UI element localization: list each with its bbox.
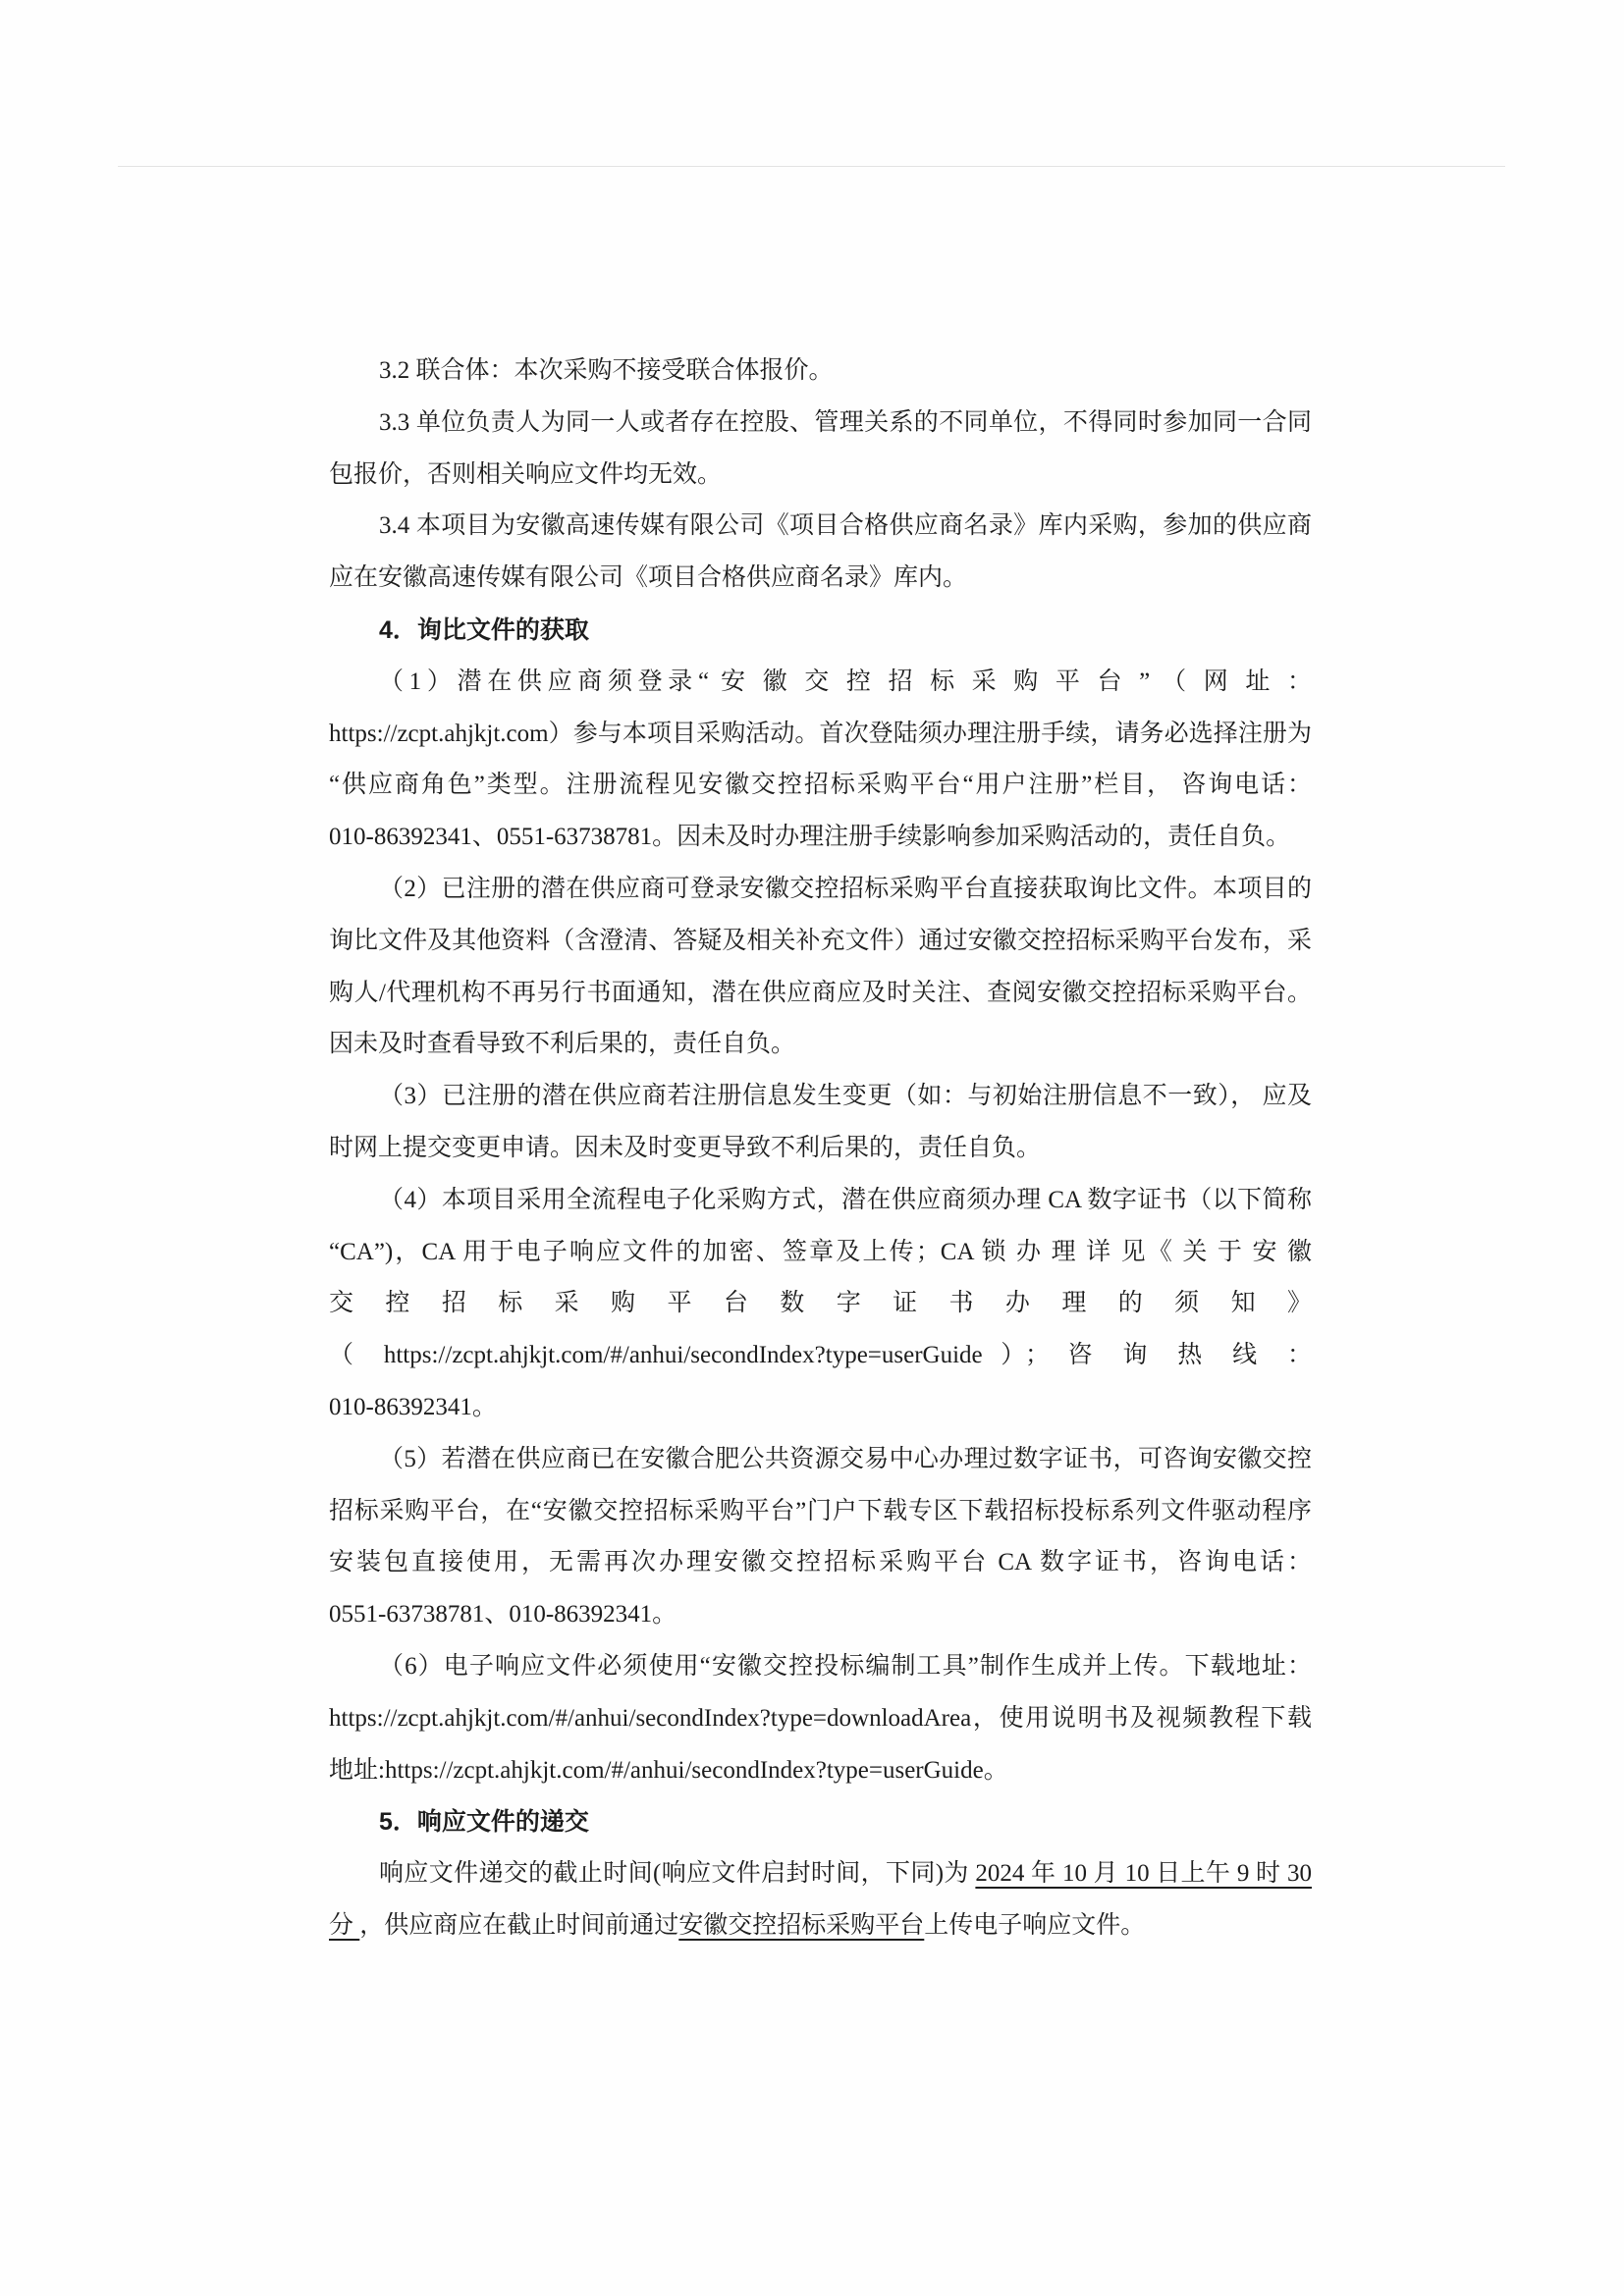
text-line: 3.4 本项目为安徽高速传媒有限公司《项目合格供应商名录》库内采购，参加的供应商 (379, 512, 1312, 540)
deadline-datetime: 2024 年 10 月 10 日上午 9 时 30 (975, 1860, 1312, 1888)
text-line: 安装包直接使用，无需再次办理安徽交控招标采购平台 CA 数字证书，咨询电话： (329, 1549, 1312, 1576)
item-4-paragraph (329, 1175, 1312, 1434)
text-line: 010-86392341、0551-63738781。因未及时办理注册手续影响参加采购活动的，责任自负。 (329, 824, 1291, 851)
deadline-mid-text: ，供应商应在截止时间前通过 (359, 1911, 679, 1939)
item-6-paragraph (329, 1641, 1312, 1796)
text-line: （6）电子响应文件必须使用“安徽交控投标编制工具”制作生成并上传。下载地址： (379, 1652, 1312, 1680)
text-line: 交 控 招 标 采 购 平 台 数 字 证 书 办 理 的 须 知 》 (329, 1290, 1312, 1317)
text-line: 3.3 单位负责人为同一人或者存在控股、管理关系的不同单位，不得同时参加同一合同 (379, 408, 1312, 436)
text-line: 招标采购平台，在“安徽交控招标采购平台”门户下载专区下载招标投标系列文件驱动程序 (329, 1497, 1312, 1524)
text-line: （4）本项目采用全流程电子化采购方式，潜在供应商须办理 CA 数字证书（以下简称 (379, 1186, 1312, 1213)
text-line (329, 1900, 1312, 1952)
text-line: （1）潜在供应商须登录“ 安 徽 交 控 招 标 采 购 平 台 ” （ 网 址 ： (379, 667, 1312, 695)
item-5-paragraph (329, 1434, 1312, 1641)
text-line: 因未及时查看导致不利后果的，责任自负。 (329, 1031, 796, 1058)
deadline-paragraph (329, 1848, 1312, 1952)
item-1-paragraph (329, 657, 1312, 864)
text-line: 询比文件及其他资料（含澄清、答疑及相关补充文件）通过安徽交控招标采购平台发布，采 (329, 927, 1312, 954)
text-line: （5）若潜在供应商已在安徽合肥公共资源交易中心办理过数字证书，可咨询安徽交控 (379, 1445, 1312, 1472)
text-line: 0551-63738781、010-86392341。 (329, 1601, 677, 1629)
deadline-intro-text: 响应文件递交的截止时间(响应文件启封时间，下同)为 (379, 1860, 976, 1888)
item-3-paragraph (329, 1071, 1312, 1175)
text-line: （ https://zcpt.ahjkjt.com/#/anhui/secondIndex?type=userGuide ）； 咨 询 热 线 ： (329, 1342, 1312, 1369)
text-line: https://zcpt.ahjkjt.com/#/anhui/secondIndex?type=downloadArea，使用说明书及视频教程下载 (329, 1704, 1312, 1732)
header-rule (118, 166, 1505, 167)
body-text (329, 346, 1312, 1952)
clause-3-3 (329, 398, 1312, 502)
deadline-end-text: 上传电子响应文件。 (924, 1911, 1146, 1939)
deadline-datetime-end: 分 (329, 1911, 360, 1939)
text-line: 包报价，否则相关响应文件均无效。 (329, 460, 723, 488)
clause-3-4 (329, 501, 1312, 605)
text-line: https://zcpt.ahjkjt.com）参与本项目采购活动。首次登陆须办理注册手续，请务必选择注册为 (329, 720, 1312, 747)
text-line: 地址:https://zcpt.ahjkjt.com/#/anhui/secondIndex?type=userGuide。 (329, 1756, 1008, 1784)
text-line: 3.2 联合体：本次采购不接受联合体报价。 (379, 357, 834, 384)
text-line: 时网上提交变更申请。因未及时变更导致不利后果的，责任自负。 (329, 1134, 1042, 1161)
text-line: “CA”)，CA 用于电子响应文件的加密、签章及上传；CA 锁 办 理 详 见《 关 于 安 徽 (329, 1238, 1312, 1265)
text-line: （3）已注册的潜在供应商若注册信息发生变更（如：与初始注册信息不一致）， 应及 (379, 1083, 1312, 1110)
deadline-platform-name: 安徽交控招标采购平台 (678, 1911, 925, 1939)
text-line: 应在安徽高速传媒有限公司《项目合格供应商名录》库内。 (329, 564, 968, 592)
text-line: 购人/代理机构不再另行书面通知，潜在供应商应及时关注、查阅安徽交控招标采购平台。 (329, 979, 1312, 1006)
clause-3-2 (329, 346, 1312, 398)
section-4-heading: 4．询比文件的获取 (379, 615, 589, 644)
section-5-heading: 5．响应文件的递交 (379, 1808, 589, 1837)
text-line: “供应商角色”类型。注册流程见安徽交控招标采购平台“用户注册”栏目， 咨询电话： (329, 772, 1312, 799)
text-line: （2）已注册的潜在供应商可登录安徽交控招标采购平台直接获取询比文件。本项目的 (379, 875, 1312, 902)
item-2-paragraph (329, 864, 1312, 1071)
text-line: 010-86392341。 (329, 1393, 497, 1420)
text-line (329, 1848, 1312, 1900)
